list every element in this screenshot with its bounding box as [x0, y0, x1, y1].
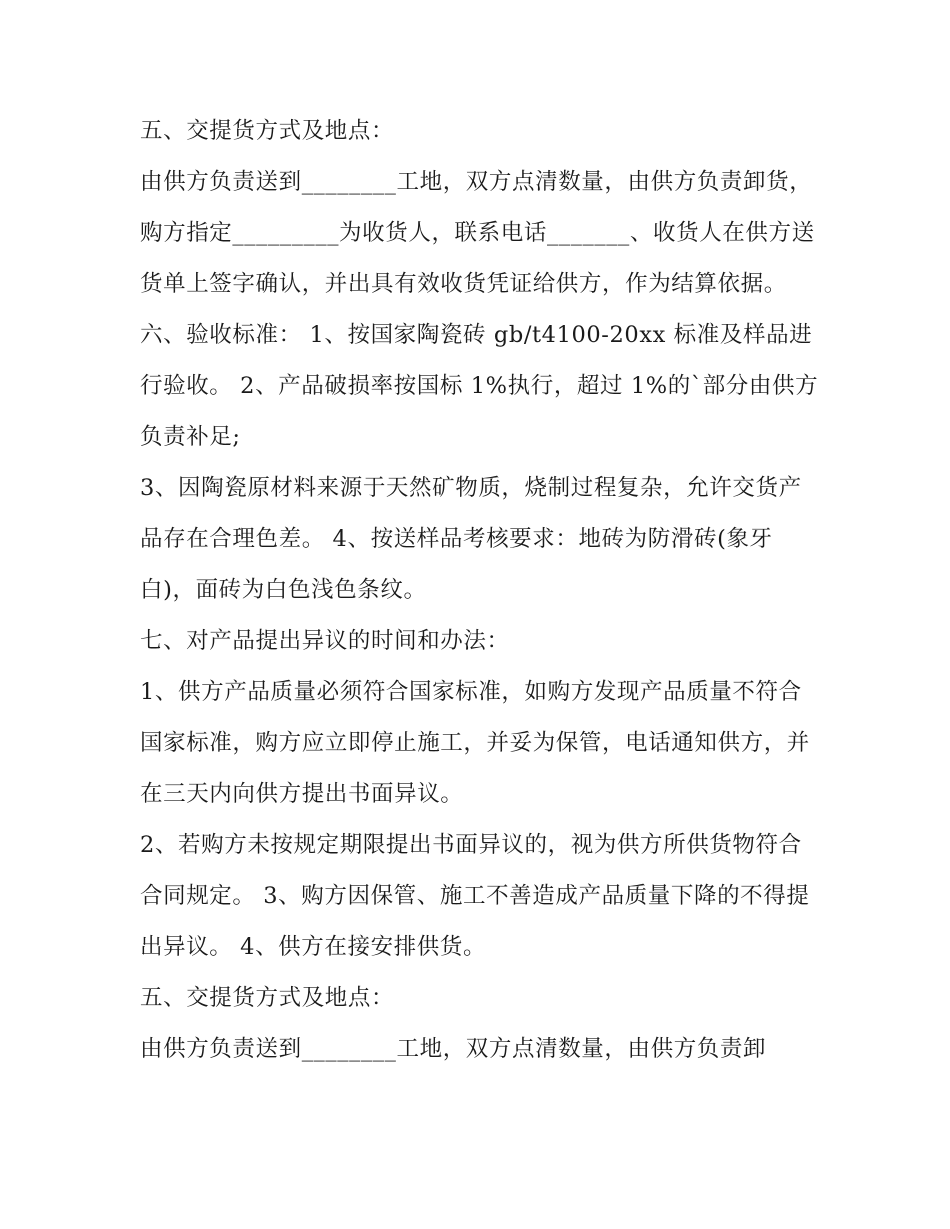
- paragraph-quality-objection: 1、供方产品质量必须符合国家标准，如购方发现产品质量不符合国家标准，购方应立即停止施工，并妥为保管，电话通知供方，并在三天内向供方提出书面异议。: [140, 679, 810, 807]
- paragraph-delivery-terms: 由供方负责送到________工地，双方点清数量，由供方负责卸货，购方指定_________为收货人，联系电话_______、收货人在供方送货单上签字确认，并出具有效收货凭证给供方，作为结算依据。: [140, 169, 815, 297]
- section-heading-delivery-repeat: 五、交提货方式及地点：: [140, 985, 395, 1011]
- paragraph-acceptance-standard: 六、验收标准： 1、按国家陶瓷砖 gb/t4100-20xx 标准及样品进行验收。 2、产品破损率按国标 1%执行，超过 1%的`部分由供方负责补足;: [140, 322, 819, 450]
- paragraph-color-variance: 3、因陶瓷原材料来源于天然矿物质，烧制过程复杂，允许交货产品存在合理色差。 4、按送样品考核要求：地砖为防滑砖(象牙白)，面砖为白色浅色条纹。: [140, 475, 802, 603]
- document-body: [140, 106, 820, 1075]
- paragraph-delivery-terms-repeat: 由供方负责送到________工地，双方点清数量，由供方负责卸: [140, 1036, 767, 1062]
- section-heading-delivery: 五、交提货方式及地点：: [140, 118, 395, 144]
- paragraph-objection-deadline: 2、若购方未按规定期限提出书面异议的，视为供方所供货物符合合同规定。 3、购方因保管、施工不善造成产品质量下降的不得提出异议。 4、供方在接安排供货。: [140, 832, 810, 960]
- section-heading-objection: 七、对产品提出异议的时间和办法：: [140, 628, 510, 654]
